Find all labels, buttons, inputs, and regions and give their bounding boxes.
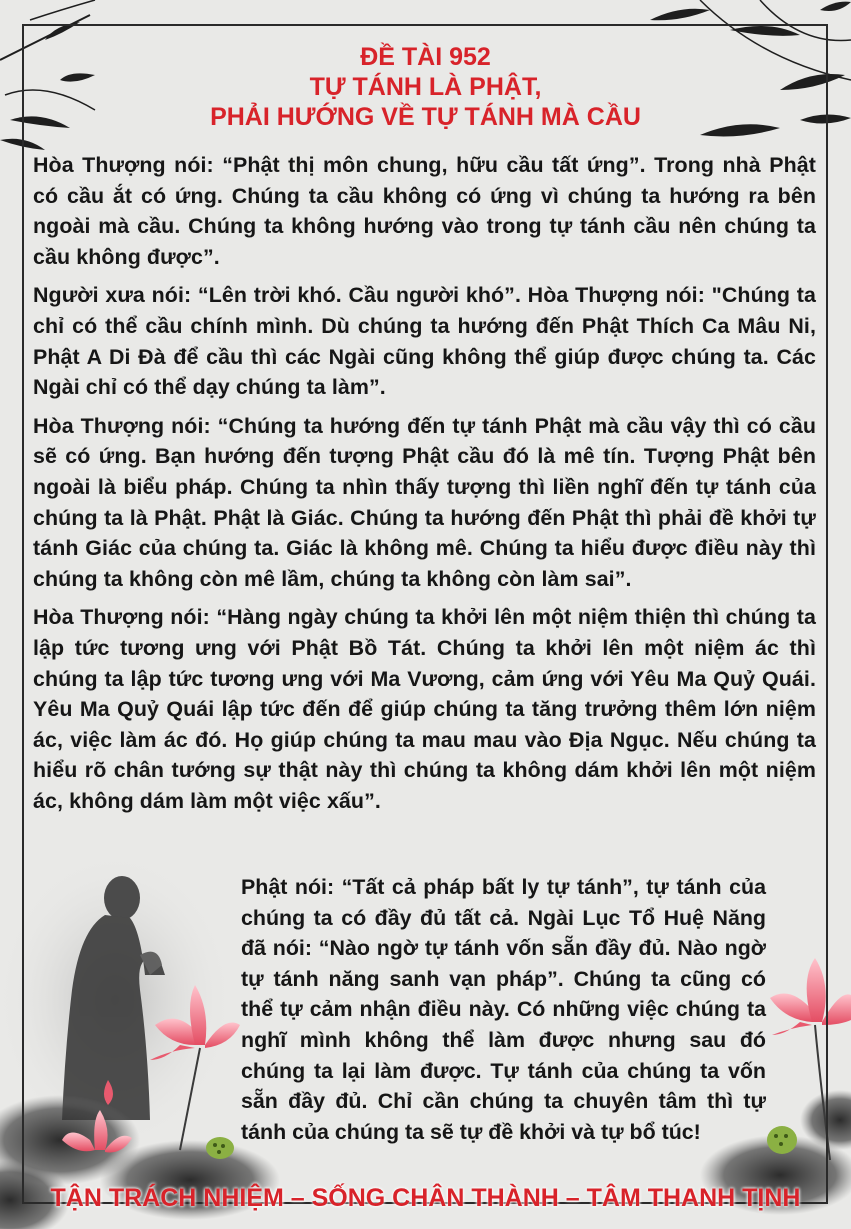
paragraph-5: Phật nói: “Tất cả pháp bất ly tự tánh”, tự tánh của chúng ta có đầy đủ tất cả. Ngài Lục Tổ Huệ Năng đã nói: “Nào ngờ tự tánh vốn sẵn đầy đủ. Nào ngờ tự tánh năng sanh vạn pháp”. Chúng ta cũng có thể tự cảm nhận điều này. Có những việc chúng ta nghĩ mình không thể làm được nhưng sau đó chúng ta lại làm được. Tự tánh của chúng ta vốn sẵn đầy đủ. Chỉ cần chúng ta chuyên tâm thì tự tánh của chúng ta sẽ tự đề khởi và tự bổ túc!	[241, 875, 766, 1144]
title-line-1: TỰ TÁNH LÀ PHẬT,	[309, 73, 542, 101]
article-body	[33, 150, 816, 824]
paragraph-1: Hòa Thượng nói: “Phật thị môn chung, hữu cầu tất ứng”. Trong nhà Phật có cầu ắt có ứng. Chúng ta cầu không có ứng vì chúng ta hướng ra bên ngoài mà cầu. Chúng ta không hướng vào trong tự tánh cầu nên chúng ta cầu không được”.	[33, 153, 816, 269]
article-header	[0, 42, 851, 132]
paragraph-3: Hòa Thượng nói: “Chúng ta hướng đến tự tánh Phật mà cầu vậy thì có cầu sẽ có ứng. Bạn hướng đến tượng Phật cầu đó là mê tín. Tượng Phật bên ngoài là biểu pháp. Chúng ta nhìn thấy tượng thì liền nghĩ đến tự tánh của chúng ta là Phật. Phật là Giác. Chúng ta hướng đến Phật thì phải đề khởi tự tánh Giác của chúng ta. Giác là không mê. Chúng ta hiểu được điều này thì chúng ta không còn mê lầm, chúng ta không còn làm sai”.	[33, 413, 816, 591]
paragraph-4: Hòa Thượng nói: “Hàng ngày chúng ta khởi lên một niệm thiện thì chúng ta lập tức tương ưng với Phật Bồ Tát. Chúng ta khởi lên một niệm ác thì chúng ta lập tức tương ưng với Ma Vương, cảm ứng với Yêu Ma Quỷ Quái. Yêu Ma Quỷ Quái lập tức đến để giúp chúng ta tăng trưởng thêm lớn niệm ác, việc làm ác đó. Họ giúp chúng ta mau mau vào Địa Ngục. Nếu chúng ta hiểu rõ chân tướng sự thật này thì chúng ta không dám khởi lên một niệm ác, không dám làm một việc xấu”.	[33, 605, 816, 813]
title-line-2: PHẢI HƯỚNG VỀ TỰ TÁNH MÀ CẦU	[210, 103, 641, 131]
paragraph-2: Người xưa nói: “Lên trời khó. Cầu người khó”. Hòa Thượng nói: "Chúng ta chỉ có thể cầu chính mình. Dù chúng ta hướng đến Phật Thích Ca Mâu Ni, Phật A Di Đà để cầu thì các Ngài cũng không thể giúp được chúng ta. Các Ngài chỉ có thể dạy chúng ta làm”.	[33, 283, 816, 400]
footer-motto: TẬN TRÁCH NHIỆM – SỐNG CHÂN THÀNH – TÂM THANH TỊNH	[50, 1184, 801, 1212]
topic-number: ĐỀ TÀI 952	[360, 43, 491, 71]
